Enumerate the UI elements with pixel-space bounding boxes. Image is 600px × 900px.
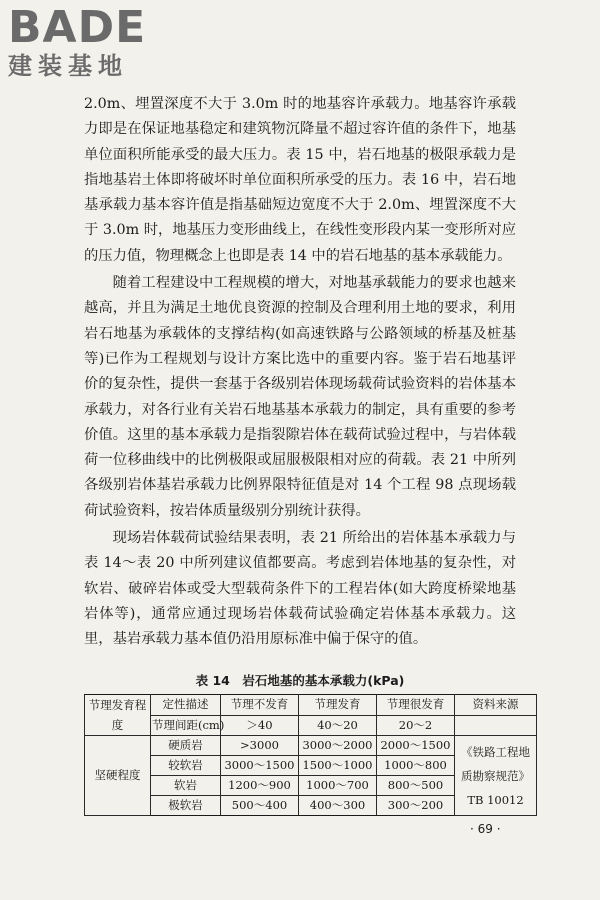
header-developed: 节理发育: [299, 695, 377, 716]
table-cell: 40～20: [299, 715, 377, 736]
row-label: 节理间距(cm): [151, 715, 221, 736]
table-cell: 3000～1500: [221, 756, 299, 776]
header-source: 资料来源: [455, 695, 537, 716]
paragraph-2: 随着工程建设中工程规模的增大，对地基承载能力的要求也越来越高，并且为满足土地优良资源的控制及合理利用土地的要求，利用岩石地基为承载体的支撑结构(如高速铁路与公路领域的桥基及桩基等)已作为工程规划与设计方案比选中的重要内容。鉴于岩石地基评价的复杂性，提供一套基于各级别岩体现场载荷试验资料的岩体基本承载力，对各行业有关岩石地基基本承载力的制定，具有重要的参考价值。这里的基本承载力是指裂隙岩体在载荷试验过程中，与岩体载荷一位移曲线中的比例极限或屈服极限相对应的荷载。表 21 中所列各级别岩体基岩承载力比例界限特征值是对 14 个工程 98 点现场载荷试验资料，按岩体质量级别分别统计获得。: [84, 275, 516, 519]
header-undeveloped: 节理不发育: [221, 695, 299, 716]
page-number: · 69 ·: [470, 822, 501, 836]
table-header-row: [85, 695, 537, 716]
group-label-hardness: 坚硬程度: [85, 736, 151, 816]
row-label: 极软岩: [151, 796, 221, 816]
table-cell: 800～500: [377, 776, 455, 796]
row-label: 较软岩: [151, 756, 221, 776]
table-cell: 1000～800: [377, 756, 455, 776]
table-caption: 表 14 岩石地基的基本承载力(kPa): [195, 673, 405, 688]
table-cell: >3000: [221, 736, 299, 756]
logo-subtitle: 建装基地: [8, 52, 128, 80]
table-cell: 1200～900: [221, 776, 299, 796]
table-cell: 2000～1500: [377, 736, 455, 756]
row-label: 软岩: [151, 776, 221, 796]
paragraph-3: 现场岩体载荷试验结果表明，表 21 所给出的岩体基本承载力与表 14～表 20 中所列建议值都要高。考虑到岩体地基的复杂性，对软岩、破碎岩体或受大型载荷条件下的工程岩体(如大跨度桥梁地基岩体等)，通常应通过现场岩体载荷试验确定岩体基本承载力。这里，基岩承载力基本值仍沿用原标准中偏于保守的值。: [84, 530, 516, 648]
paragraph-1: 2.0m、埋置深度不大于 3.0m 时的地基容许承载力。地基容许承载力即是在保证地基稳定和建筑物沉降量不超过容许值的条件下，地基单位面积所能承受的最大压力。表 15 中，岩石地基的极限承载力是指地基岩土体即将破坏时单位面积所承受的压力。表 16 中，岩石地基承载力基本容许值是指基础短边宽度不大于 2.0m、埋置深度不大于 3.0m 时，地基压力变形曲线上，在线性变形段内某一变形所对应的压力值，物理概念上也即是表 14 中的岩石地基的基本承载能力。: [84, 96, 516, 264]
body-text: [84, 92, 516, 653]
row-label: 硬质岩: [151, 736, 221, 756]
table-cell: 20～2: [377, 715, 455, 736]
header-highly-developed: 节理很发育: [377, 695, 455, 716]
table-cell-empty: [455, 715, 537, 736]
table-cell: 1500～1000: [299, 756, 377, 776]
table-cell: ＞40: [221, 715, 299, 736]
table-cell: 500～400: [221, 796, 299, 816]
logo-wordmark: BADE: [8, 2, 147, 53]
bearing-capacity-table: [84, 694, 537, 816]
header-description: 定性描述: [151, 695, 221, 716]
table-cell: 300～200: [377, 796, 455, 816]
table-cell: 400～300: [299, 796, 377, 816]
table-cell: 3000～2000: [299, 736, 377, 756]
table-row: [85, 736, 537, 756]
source-cell: 《铁路工程地质勘察规范》TB 10012: [455, 736, 537, 816]
table-cell: 1000～700: [299, 776, 377, 796]
table-row-spacing: [85, 715, 537, 736]
brand-logo: [8, 2, 147, 80]
header-joint-degree: 节理发育程度: [85, 695, 151, 736]
